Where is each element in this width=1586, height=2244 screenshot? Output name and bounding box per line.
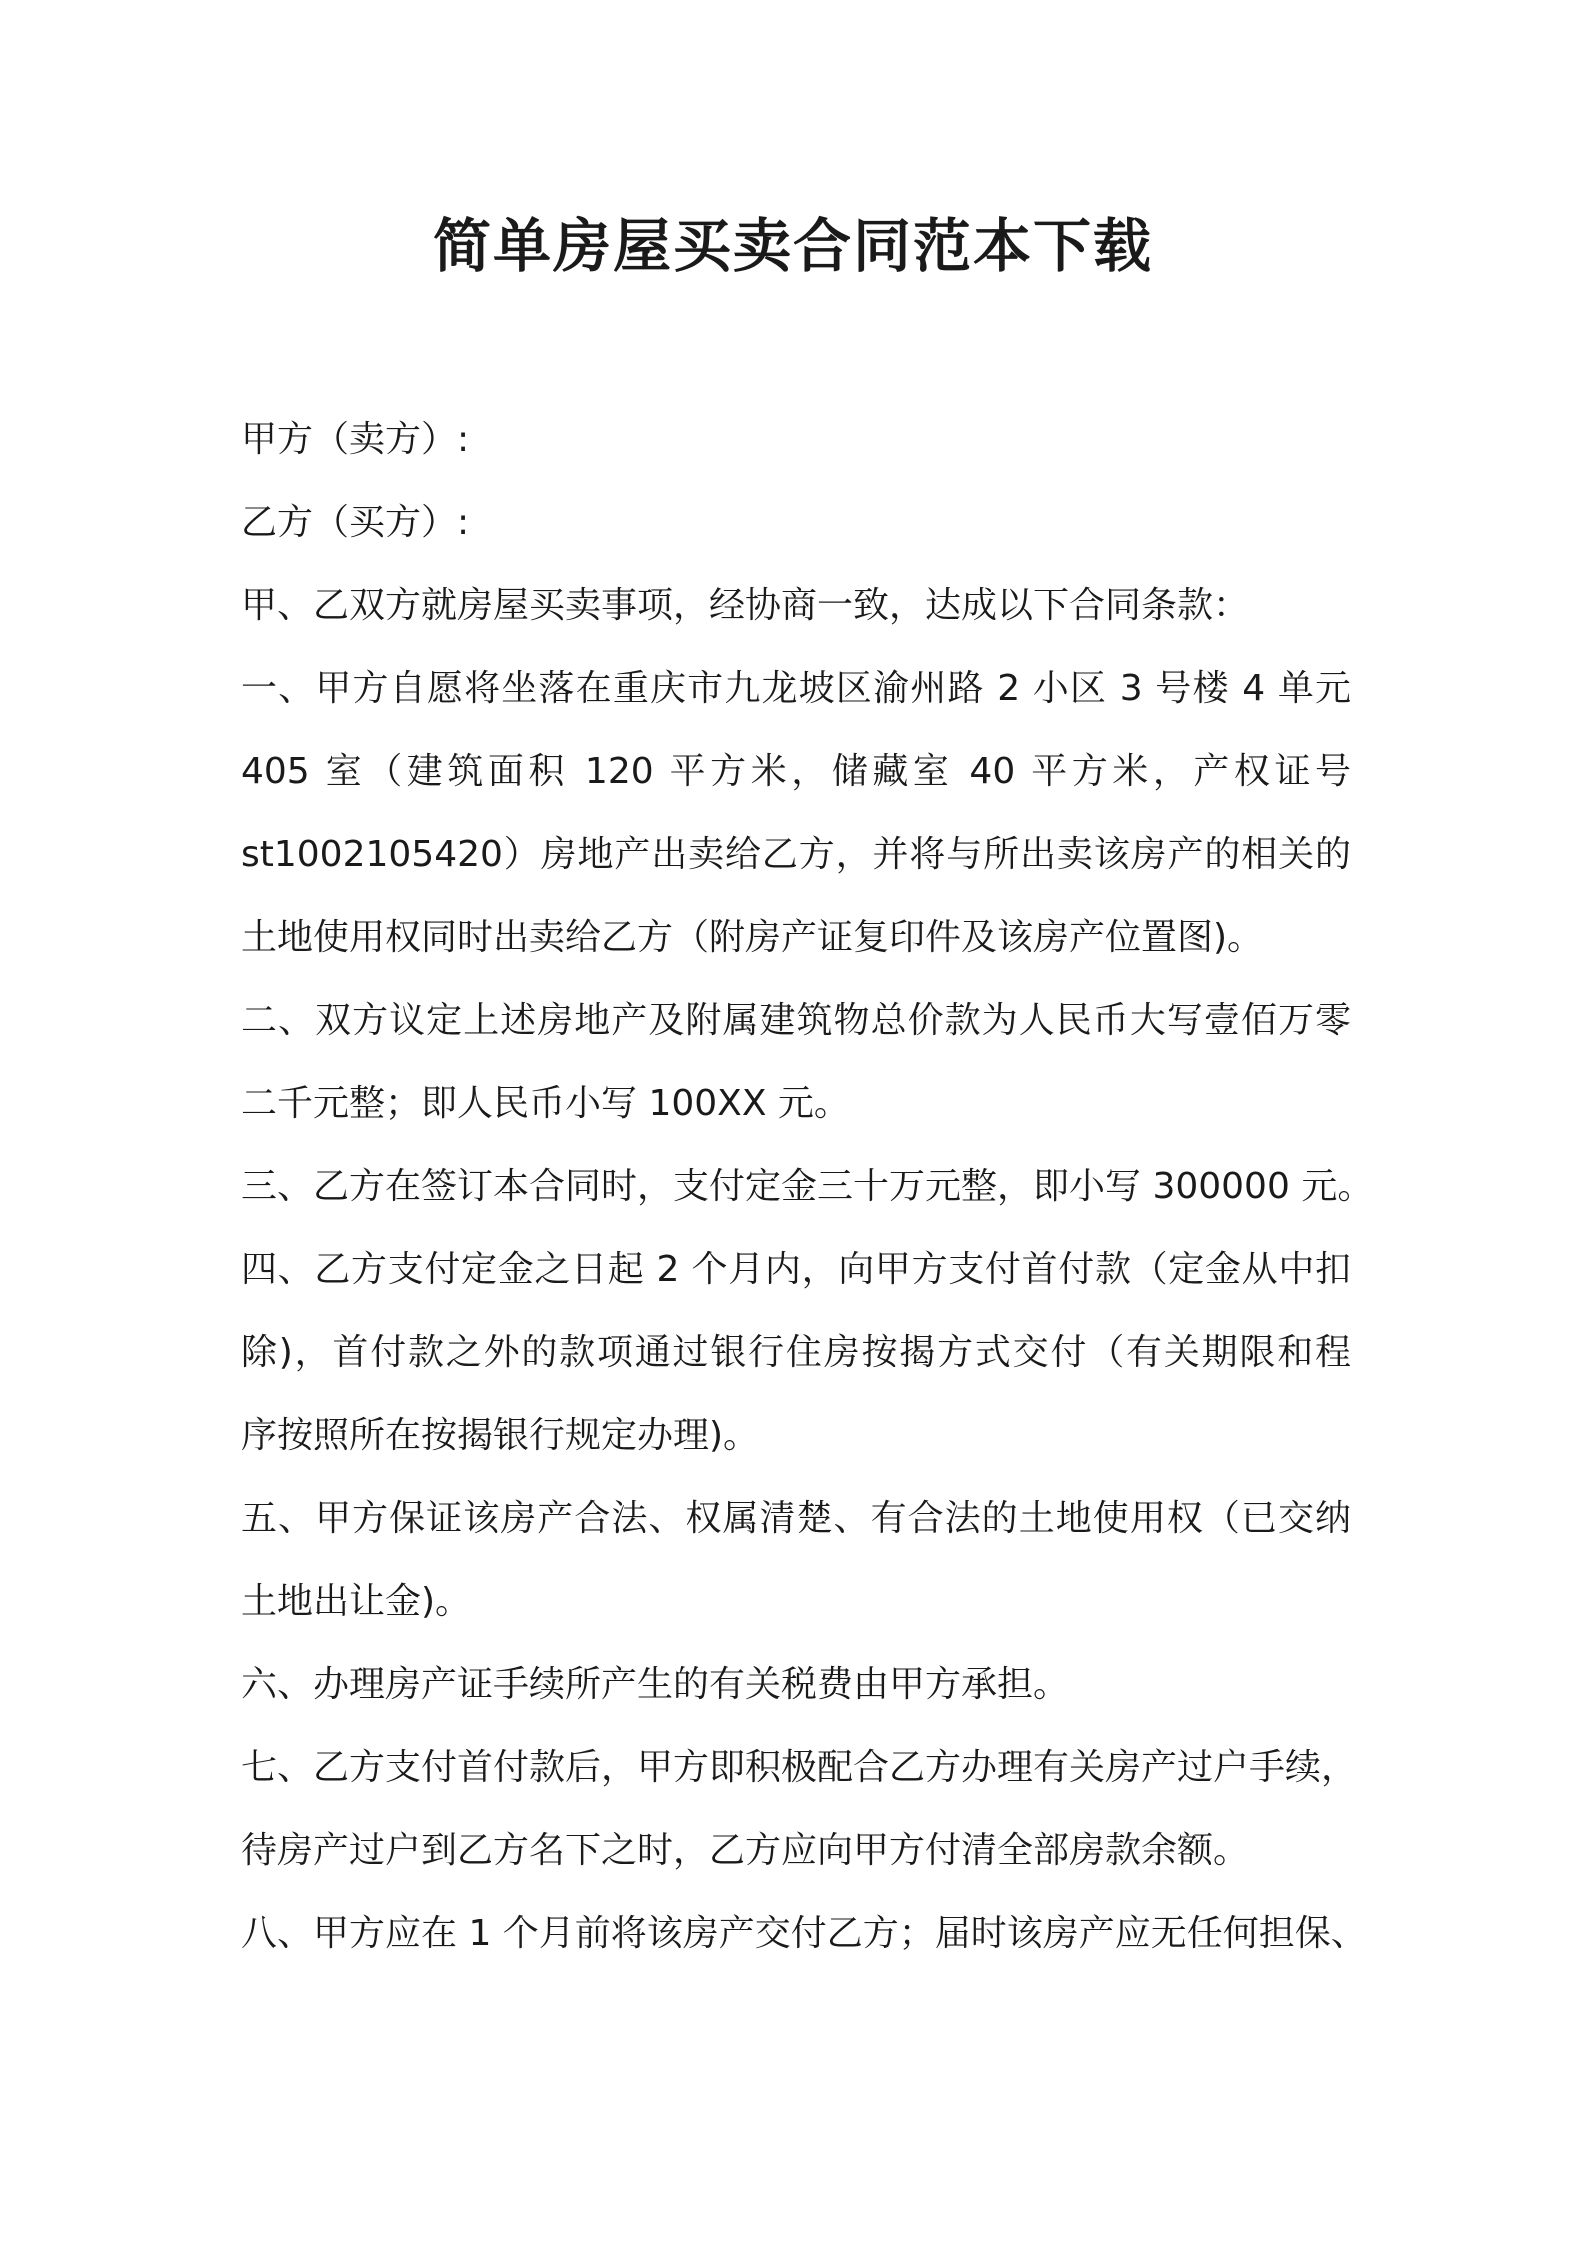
document-body [241, 398, 1374, 1975]
clause-8-line-1: 八、甲方应在 1 个月前将该房产交付乙方；届时该房产应无任何担保、 [241, 1913, 1367, 1954]
clause-3-line-1: 三、乙方在签订本合同时，支付定金三十万元整，即小写 300000 元。 [241, 1166, 1374, 1207]
clause-1-line-4: 土地使用权同时出卖给乙方（附房产证复印件及该房产位置图)。 [241, 917, 1264, 958]
clause-5-line-2: 土地出让金)。 [241, 1581, 472, 1622]
clause-6-line-1: 六、办理房产证手续所产生的有关税费由甲方承担。 [241, 1664, 1070, 1705]
clause-1-line-2: 405 室（建筑面积 120 平方米，储藏室 40 平方米，产权证号 [241, 751, 1351, 792]
clause-7-line-1: 七、乙方支付首付款后，甲方即积极配合乙方办理有关房产过户手续， [241, 1747, 1358, 1788]
clause-7-line-2: 待房产过户到乙方名下之时，乙方应向甲方付清全部房款余额。 [241, 1830, 1250, 1871]
buyer-line: 乙方（买方）: [241, 502, 470, 543]
preamble-line: 甲、乙双方就房屋买卖事项，经协商一致，达成以下合同条款： [241, 585, 1250, 626]
clause-4-line-1: 四、乙方支付定金之日起 2 个月内，向甲方支付首付款（定金从中扣 [241, 1249, 1351, 1290]
clause-2-line-1: 二、双方议定上述房地产及附属建筑物总价款为人民币大写壹佰万零 [241, 1000, 1351, 1041]
seller-line: 甲方（卖方）: [241, 419, 470, 460]
clause-2-line-2: 二千元整；即人民币小写 100XX 元。 [241, 1083, 850, 1124]
document-title: 简单房屋买卖合同范本下载 [432, 212, 1153, 280]
clause-1-line-3: st1002105420）房地产出卖给乙方，并将与所出卖该房产的相关的 [241, 834, 1351, 875]
clause-4-line-3: 序按照所在按揭银行规定办理)。 [241, 1415, 760, 1456]
clause-4-line-2: 除)，首付款之外的款项通过银行住房按揭方式交付（有关期限和程 [241, 1332, 1351, 1373]
clause-1-line-1: 一、甲方自愿将坐落在重庆市九龙坡区渝州路 2 小区 3 号楼 4 单元 [241, 668, 1351, 709]
clause-5-line-1: 五、甲方保证该房产合法、权属清楚、有合法的土地使用权（已交纳 [241, 1498, 1351, 1539]
